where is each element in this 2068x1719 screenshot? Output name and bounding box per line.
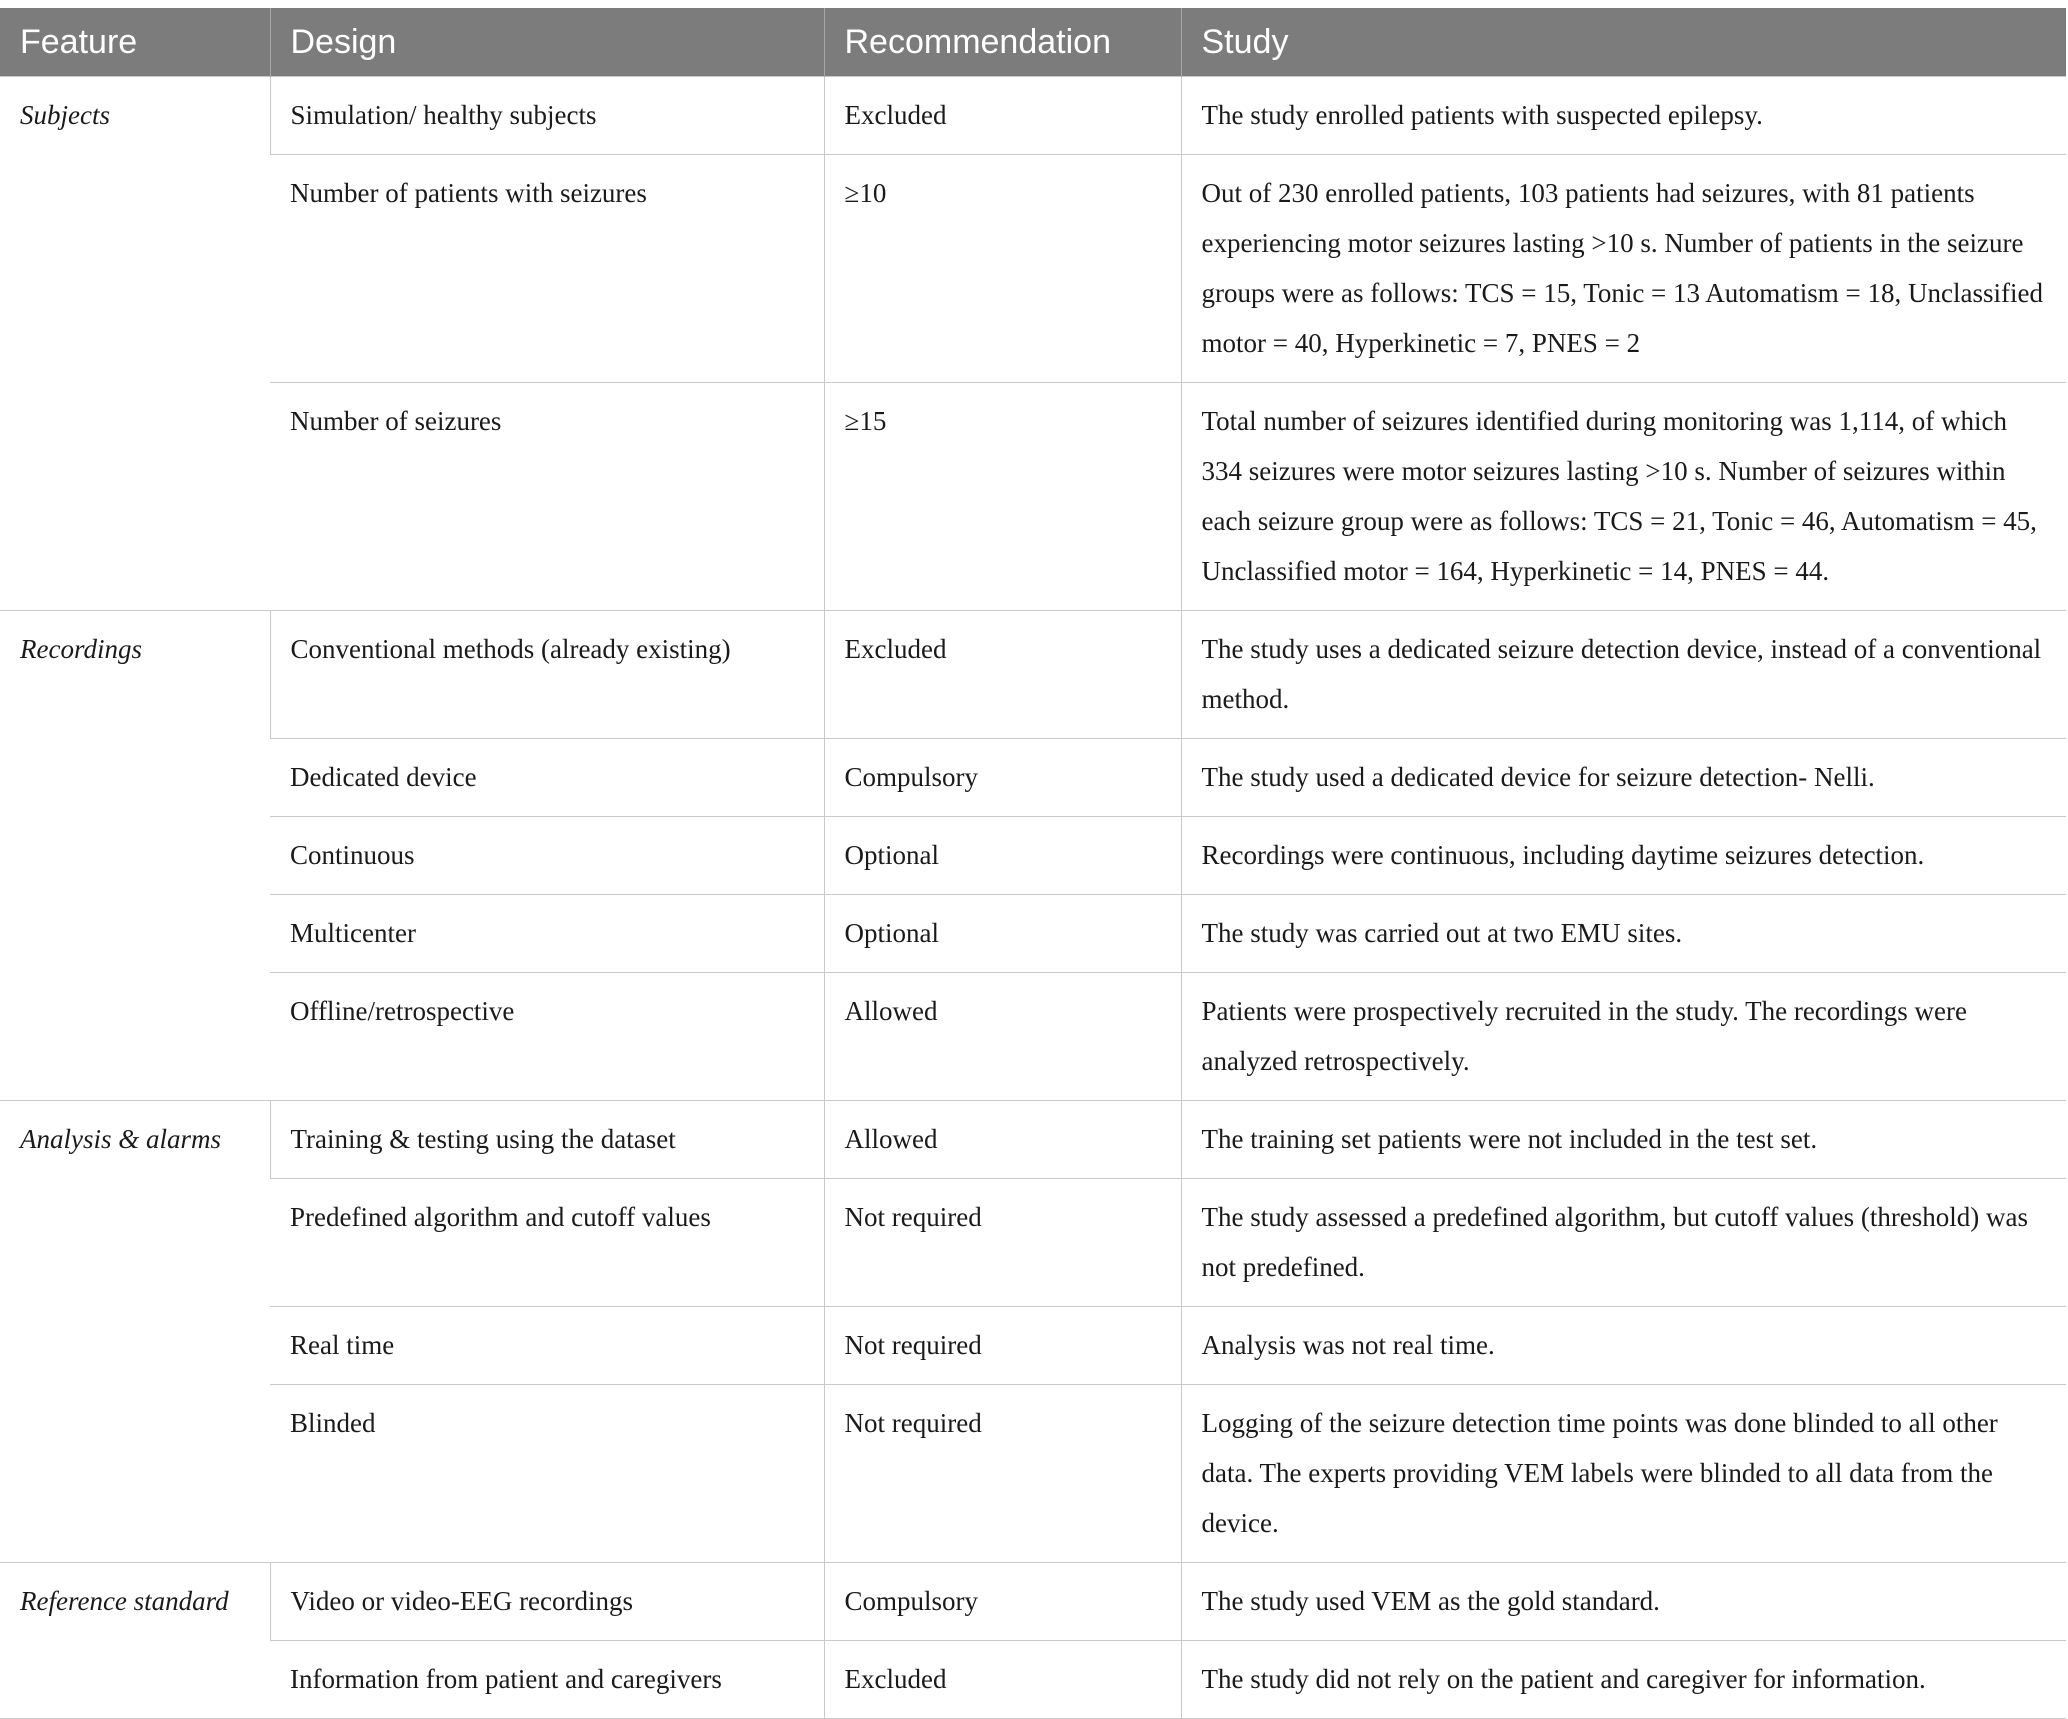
recommendation-cell: Optional bbox=[824, 817, 1181, 895]
study-cell: The study uses a dedicated seizure detection device, instead of a conventional method. bbox=[1181, 611, 2066, 739]
header-row bbox=[0, 8, 2066, 77]
design-cell: Number of patients with seizures bbox=[270, 155, 824, 383]
design-cell: Offline/retrospective bbox=[270, 973, 824, 1101]
header-design: Design bbox=[270, 8, 824, 77]
recommendation-cell: Excluded bbox=[824, 1641, 1181, 1719]
comparison-table-container bbox=[0, 8, 2068, 1719]
recommendation-cell: Excluded bbox=[824, 611, 1181, 739]
recommendation-cell: Not required bbox=[824, 1179, 1181, 1307]
study-cell: Logging of the seizure detection time points was done blinded to all other data. The experts providing VEM labels were blinded to all data from the device. bbox=[1181, 1385, 2066, 1563]
study-cell: Out of 230 enrolled patients, 103 patients had seizures, with 81 patients experiencing motor seizures lasting >10 s. Number of patients in the seizure groups were as follows: TCS = 15, Tonic = 13 Automatism = 18, Unclassified motor = 40, Hyperkinetic = 7, PNES = 2 bbox=[1181, 155, 2066, 383]
study-cell: The study enrolled patients with suspected epilepsy. bbox=[1181, 77, 2066, 155]
study-cell: Patients were prospectively recruited in the study. The recordings were analyzed retrospectively. bbox=[1181, 973, 2066, 1101]
study-cell: The study assessed a predefined algorithm, but cutoff values (threshold) was not predefined. bbox=[1181, 1179, 2066, 1307]
recommendation-cell: Excluded bbox=[824, 77, 1181, 155]
table-row bbox=[0, 1641, 2066, 1719]
table-row bbox=[0, 1563, 2066, 1641]
design-cell: Predefined algorithm and cutoff values bbox=[270, 1179, 824, 1307]
study-cell: Analysis was not real time. bbox=[1181, 1307, 2066, 1385]
recommendation-cell: Not required bbox=[824, 1307, 1181, 1385]
table-body bbox=[0, 77, 2066, 1719]
header-recommendation: Recommendation bbox=[824, 8, 1181, 77]
study-cell: The study used VEM as the gold standard. bbox=[1181, 1563, 2066, 1641]
design-cell: Dedicated device bbox=[270, 739, 824, 817]
feature-cell-reference-standard: Reference standard bbox=[0, 1563, 270, 1719]
header-feature: Feature bbox=[0, 8, 270, 77]
table-row bbox=[0, 817, 2066, 895]
table-row bbox=[0, 973, 2066, 1101]
study-cell: The study was carried out at two EMU sites. bbox=[1181, 895, 2066, 973]
recommendation-cell: ≥15 bbox=[824, 383, 1181, 611]
design-cell: Conventional methods (already existing) bbox=[270, 611, 824, 739]
recommendation-cell: Compulsory bbox=[824, 1563, 1181, 1641]
study-cell: The training set patients were not included in the test set. bbox=[1181, 1101, 2066, 1179]
table-row bbox=[0, 895, 2066, 973]
recommendation-cell: Allowed bbox=[824, 973, 1181, 1101]
table-row bbox=[0, 739, 2066, 817]
table-row bbox=[0, 1101, 2066, 1179]
design-cell: Information from patient and caregivers bbox=[270, 1641, 824, 1719]
study-cell: The study did not rely on the patient and caregiver for information. bbox=[1181, 1641, 2066, 1719]
study-cell: The study used a dedicated device for seizure detection- Nelli. bbox=[1181, 739, 2066, 817]
design-cell: Training & testing using the dataset bbox=[270, 1101, 824, 1179]
design-cell: Multicenter bbox=[270, 895, 824, 973]
recommendation-cell: Optional bbox=[824, 895, 1181, 973]
table-row bbox=[0, 155, 2066, 383]
recommendation-cell: ≥10 bbox=[824, 155, 1181, 383]
study-cell: Recordings were continuous, including daytime seizures detection. bbox=[1181, 817, 2066, 895]
recommendation-cell: Allowed bbox=[824, 1101, 1181, 1179]
design-cell: Blinded bbox=[270, 1385, 824, 1563]
recommendation-cell: Not required bbox=[824, 1385, 1181, 1563]
table-row bbox=[0, 1307, 2066, 1385]
comparison-table bbox=[0, 8, 2066, 1719]
design-cell: Video or video-EEG recordings bbox=[270, 1563, 824, 1641]
design-cell: Number of seizures bbox=[270, 383, 824, 611]
header-study: Study bbox=[1181, 8, 2066, 77]
table-row bbox=[0, 1179, 2066, 1307]
table-row bbox=[0, 77, 2066, 155]
design-cell: Simulation/ healthy subjects bbox=[270, 77, 824, 155]
table-row bbox=[0, 1385, 2066, 1563]
recommendation-cell: Compulsory bbox=[824, 739, 1181, 817]
feature-cell-subjects: Subjects bbox=[0, 77, 270, 611]
feature-cell-analysis-alarms: Analysis & alarms bbox=[0, 1101, 270, 1563]
feature-cell-recordings: Recordings bbox=[0, 611, 270, 1101]
study-cell: Total number of seizures identified during monitoring was 1,114, of which 334 seizures were motor seizures lasting >10 s. Number of seizures within each seizure group were as follows: TCS = 21, Tonic = 46, Automatism = 45, Unclassified motor = 164, Hyperkinetic = 14, PNES = 44. bbox=[1181, 383, 2066, 611]
table-row bbox=[0, 611, 2066, 739]
table-row bbox=[0, 383, 2066, 611]
design-cell: Continuous bbox=[270, 817, 824, 895]
table-header bbox=[0, 8, 2066, 77]
design-cell: Real time bbox=[270, 1307, 824, 1385]
